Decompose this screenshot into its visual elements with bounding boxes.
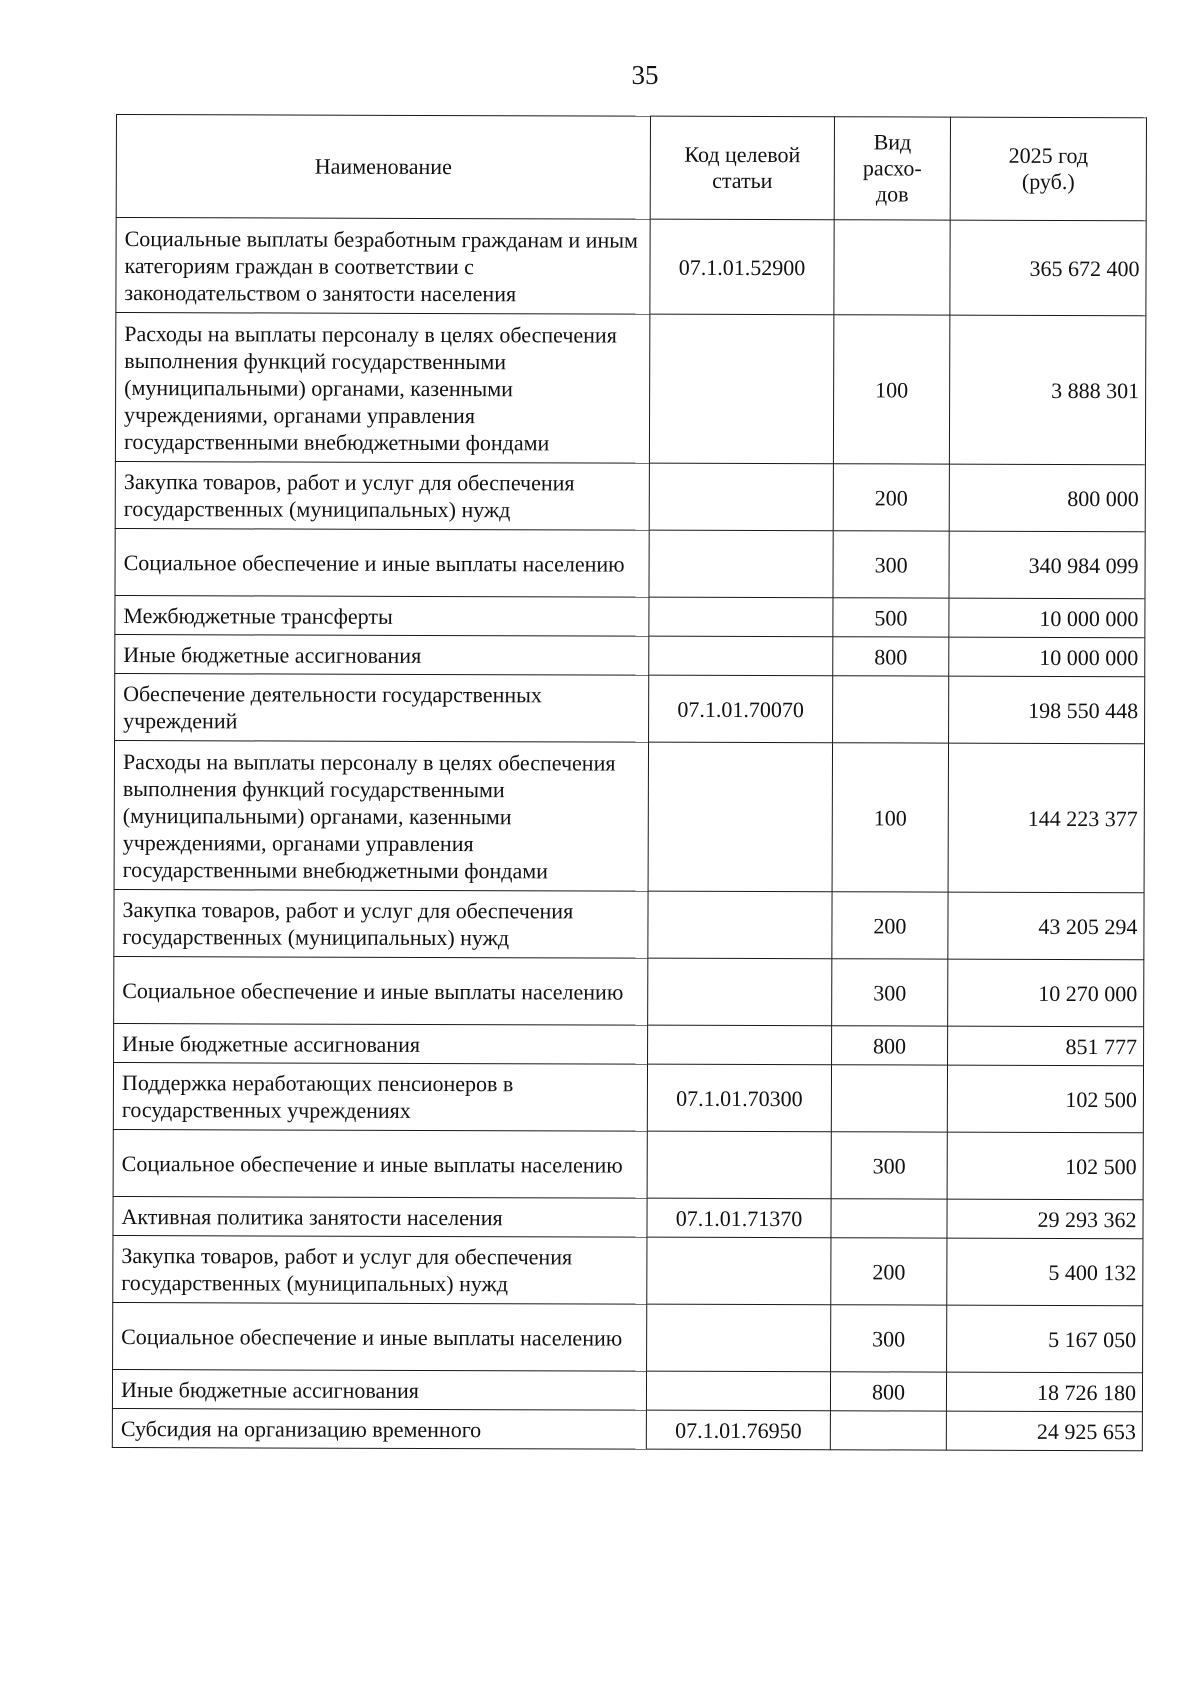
- cell-code: [649, 314, 833, 464]
- cell-type: [831, 1065, 947, 1132]
- table-row: [115, 634, 1145, 676]
- cell-name: Социальное обеспечение и иные выплаты населению: [115, 528, 649, 597]
- cell-amount: 18 726 180: [946, 1372, 1142, 1412]
- cell-amount: 10 000 000: [949, 598, 1145, 638]
- table-row: [114, 956, 1144, 1026]
- table-row: [114, 889, 1144, 959]
- cell-code: [647, 1131, 831, 1199]
- table-row: [112, 1408, 1142, 1450]
- header-name: Наименование: [116, 115, 650, 220]
- header-amount-line: (руб.): [1021, 168, 1075, 195]
- header-code-line: Код целевой: [684, 141, 801, 168]
- table-row: [115, 595, 1145, 637]
- cell-type: 200: [833, 464, 949, 531]
- cell-amount: 10 000 000: [949, 637, 1145, 677]
- cell-type: [830, 1411, 946, 1450]
- header-type-line: расхо-: [862, 155, 922, 181]
- header-amount: [950, 117, 1146, 221]
- cell-name: Активная политика занятости населения: [113, 1196, 647, 1237]
- cell-amount: 340 984 099: [949, 531, 1145, 599]
- cell-code: [648, 891, 832, 959]
- header-amount-line: 2025 год: [1008, 142, 1089, 169]
- table-row: [113, 1129, 1143, 1199]
- cell-amount: 851 777: [948, 1026, 1144, 1066]
- cell-amount: 198 550 448: [949, 676, 1145, 744]
- cell-type: 100: [833, 315, 949, 464]
- table-row: [115, 673, 1145, 743]
- cell-name: Межбюджетные трансферты: [115, 595, 649, 636]
- cell-type: 800: [833, 637, 949, 676]
- cell-name: Закупка товаров, работ и услуг для обеспечения государственных (муниципальных) нужд: [115, 461, 649, 530]
- cell-code: [649, 597, 833, 637]
- table-row: [115, 313, 1145, 465]
- cell-amount: 5 167 050: [947, 1305, 1143, 1373]
- cell-name: Закупка товаров, работ и услуг для обеспечения государственных (муниципальных) нужд: [114, 889, 648, 958]
- cell-name: Обеспечение деятельности государственных учреждений: [115, 673, 649, 742]
- page-number: 35: [631, 60, 659, 90]
- cell-name: Социальное обеспечение и иные выплаты населению: [113, 1302, 647, 1371]
- cell-code: [649, 463, 833, 531]
- cell-amount: 102 500: [947, 1065, 1143, 1133]
- header-type-line: Вид: [873, 129, 912, 155]
- table-row: [113, 1062, 1143, 1132]
- header-code: [650, 116, 834, 220]
- cell-type: 200: [831, 1238, 947, 1305]
- cell-code: 07.1.01.70300: [647, 1064, 831, 1132]
- cell-name: Субсидия на организацию временного: [112, 1408, 646, 1449]
- cell-name: Поддержка неработающих пенсионеров в государственных учреждениях: [113, 1062, 647, 1131]
- cell-code: 07.1.01.71370: [647, 1198, 831, 1238]
- cell-type: 300: [831, 1305, 947, 1372]
- cell-code: [648, 1025, 832, 1065]
- cell-code: 07.1.01.52900: [650, 219, 834, 315]
- header-code-line: статьи: [712, 167, 773, 194]
- cell-name: Расходы на выплаты персоналу в целях обеспечения выполнения функций государственными (муниципальными) органами, казенными учреждениями, органами управления государственными внебюджетными фондами: [114, 740, 648, 891]
- cell-code: [647, 1237, 831, 1305]
- table-row: [116, 218, 1146, 316]
- cell-amount: 5 400 132: [947, 1238, 1143, 1306]
- cell-amount: 3 888 301: [949, 315, 1145, 465]
- cell-amount: 102 500: [947, 1132, 1143, 1200]
- cell-type: 200: [832, 892, 948, 959]
- cell-amount: 24 925 653: [946, 1411, 1142, 1451]
- cell-code: [648, 742, 832, 892]
- table-row: [115, 528, 1145, 598]
- cell-type: 800: [830, 1372, 946, 1411]
- cell-amount: 144 223 377: [948, 743, 1144, 893]
- table-row: [114, 740, 1144, 892]
- cell-code: [648, 958, 832, 1026]
- header-type: [834, 117, 950, 220]
- cell-amount: 365 672 400: [950, 220, 1146, 316]
- table-row: [112, 1369, 1142, 1411]
- budget-table: [112, 114, 1147, 1451]
- cell-name: Иные бюджетные ассигнования: [112, 1369, 646, 1410]
- cell-code: [649, 530, 833, 598]
- cell-code: 07.1.01.76950: [646, 1410, 830, 1450]
- table-row: [113, 1235, 1143, 1305]
- cell-name: Социальное обеспечение и иные выплаты населению: [114, 956, 648, 1025]
- cell-type: [833, 676, 949, 743]
- cell-type: 300: [832, 959, 948, 1026]
- cell-code: [647, 1304, 831, 1372]
- cell-code: [649, 636, 833, 676]
- cell-name: Социальные выплаты безработным гражданам и иным категориям граждан в соответствии с законодательством о занятости населения: [116, 218, 650, 315]
- table-header-row: [116, 115, 1146, 221]
- cell-amount: 800 000: [949, 464, 1145, 532]
- cell-type: 300: [831, 1132, 947, 1199]
- cell-amount: 43 205 294: [948, 892, 1144, 960]
- cell-name: Социальное обеспечение и иные выплаты населению: [113, 1129, 647, 1198]
- cell-amount: 10 270 000: [948, 959, 1144, 1027]
- cell-amount: 29 293 362: [947, 1199, 1143, 1239]
- cell-code: 07.1.01.70070: [649, 675, 833, 743]
- cell-name: Иные бюджетные ассигнования: [114, 1023, 648, 1064]
- table-row: [115, 461, 1145, 531]
- cell-type: [831, 1199, 947, 1238]
- cell-type: [834, 220, 950, 315]
- cell-type: 800: [832, 1026, 948, 1065]
- cell-name: Закупка товаров, работ и услуг для обеспечения государственных (муниципальных) нужд: [113, 1235, 647, 1304]
- cell-type: 100: [832, 743, 948, 892]
- table-row: [114, 1023, 1144, 1065]
- cell-type: 300: [833, 531, 949, 598]
- cell-code: [646, 1371, 830, 1411]
- table-row: [113, 1302, 1143, 1372]
- table-row: [113, 1196, 1143, 1238]
- header-type-line: дов: [875, 181, 909, 207]
- cell-name: Расходы на выплаты персоналу в целях обеспечения выполнения функций государственными (муниципальными) органами, казенными учреждениями, органами управления государственными внебюджетными фондами: [115, 313, 649, 464]
- cell-name: Иные бюджетные ассигнования: [115, 634, 649, 675]
- cell-type: 500: [833, 598, 949, 637]
